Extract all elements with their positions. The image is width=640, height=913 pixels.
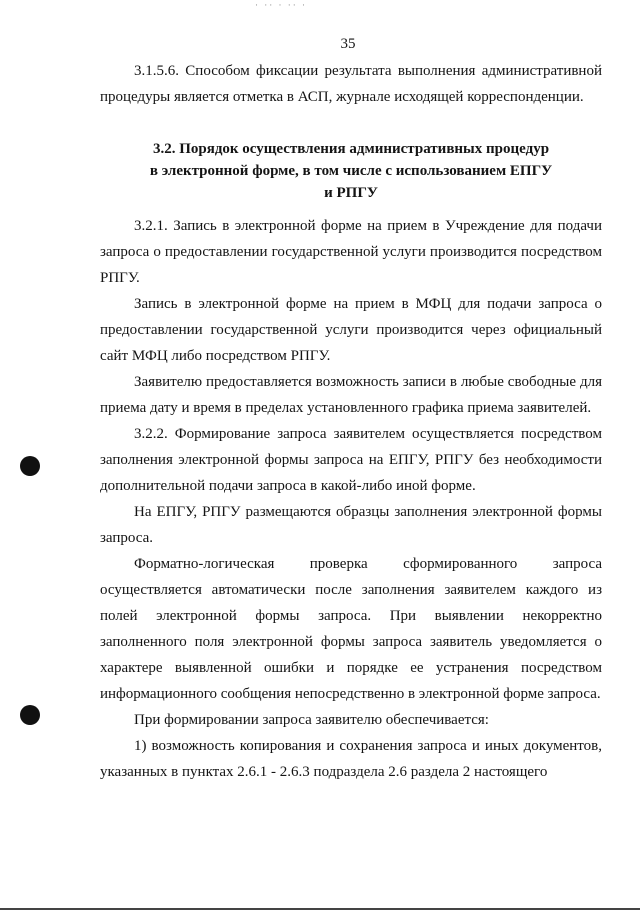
- paragraph-3-2-1: 3.2.1. Запись в электронной форме на прием в Учреждение для подачи запроса о предоставлении государственной услуги производится посредством РПГУ.: [100, 218, 602, 286]
- paragraph-provided: При формировании запроса заявителю обеспечивается:: [134, 712, 489, 728]
- scan-marks: · ·· · ·· ·: [255, 0, 307, 10]
- paragraph-3-1-5-6: 3.1.5.6. Способом фиксации результата выполнения административной процедуры является отметка в АСП, журнале исходящей корреспонденции.: [100, 63, 602, 105]
- paragraph-mfc-record: Запись в электронной форме на прием в МФЦ для подачи запроса о предоставлении государственной услуги производится через официальный сайт МФЦ либо посредством РПГУ.: [100, 296, 602, 364]
- hole-punch-mark: [20, 456, 40, 476]
- body-text: [100, 213, 602, 785]
- page-number: 35: [340, 36, 356, 52]
- section-heading: [100, 138, 602, 204]
- heading-line-1: 3.2. Порядок осуществления административных процедур: [152, 141, 550, 157]
- paragraph-format-check: Форматно-логическая проверка сформированного запроса осуществляется автоматически после заполнения заявителем каждого из полей электронной формы запроса. При выявлении некорректно заполненного поля электронной формы запроса заявитель уведомляется о характере выявленной ошибки и порядке ее устранения посредством информационного сообщения непосредственно в электронной форме запроса.: [100, 556, 602, 702]
- scan-bottom-edge: [0, 908, 640, 910]
- intro-text: [100, 58, 602, 110]
- paragraph-3-2-2: 3.2.2. Формирование запроса заявителем осуществляется посредством заполнения электронной формы запроса на ЕПГУ, РПГУ без необходимости дополнительной подачи запроса в какой-либо иной форме.: [100, 426, 602, 494]
- hole-punch-mark: [20, 705, 40, 725]
- paragraph-applicant-time: Заявителю предоставляется возможность записи в любые свободные для приема дату и время в пределах установленного графика приема заявителей.: [100, 374, 602, 416]
- paragraph-item-1: 1) возможность копирования и сохранения запроса и иных документов, указанных в пунктах 2.6.1 - 2.6.3 подраздела 2.6 раздела 2 настоящего: [100, 738, 602, 780]
- heading-line-3: и РПГУ: [324, 185, 378, 201]
- heading-line-2: в электронной форме, в том числе с использованием ЕПГУ: [149, 163, 553, 179]
- paragraph-samples: На ЕПГУ, РПГУ размещаются образцы заполнения электронной формы запроса.: [100, 504, 602, 546]
